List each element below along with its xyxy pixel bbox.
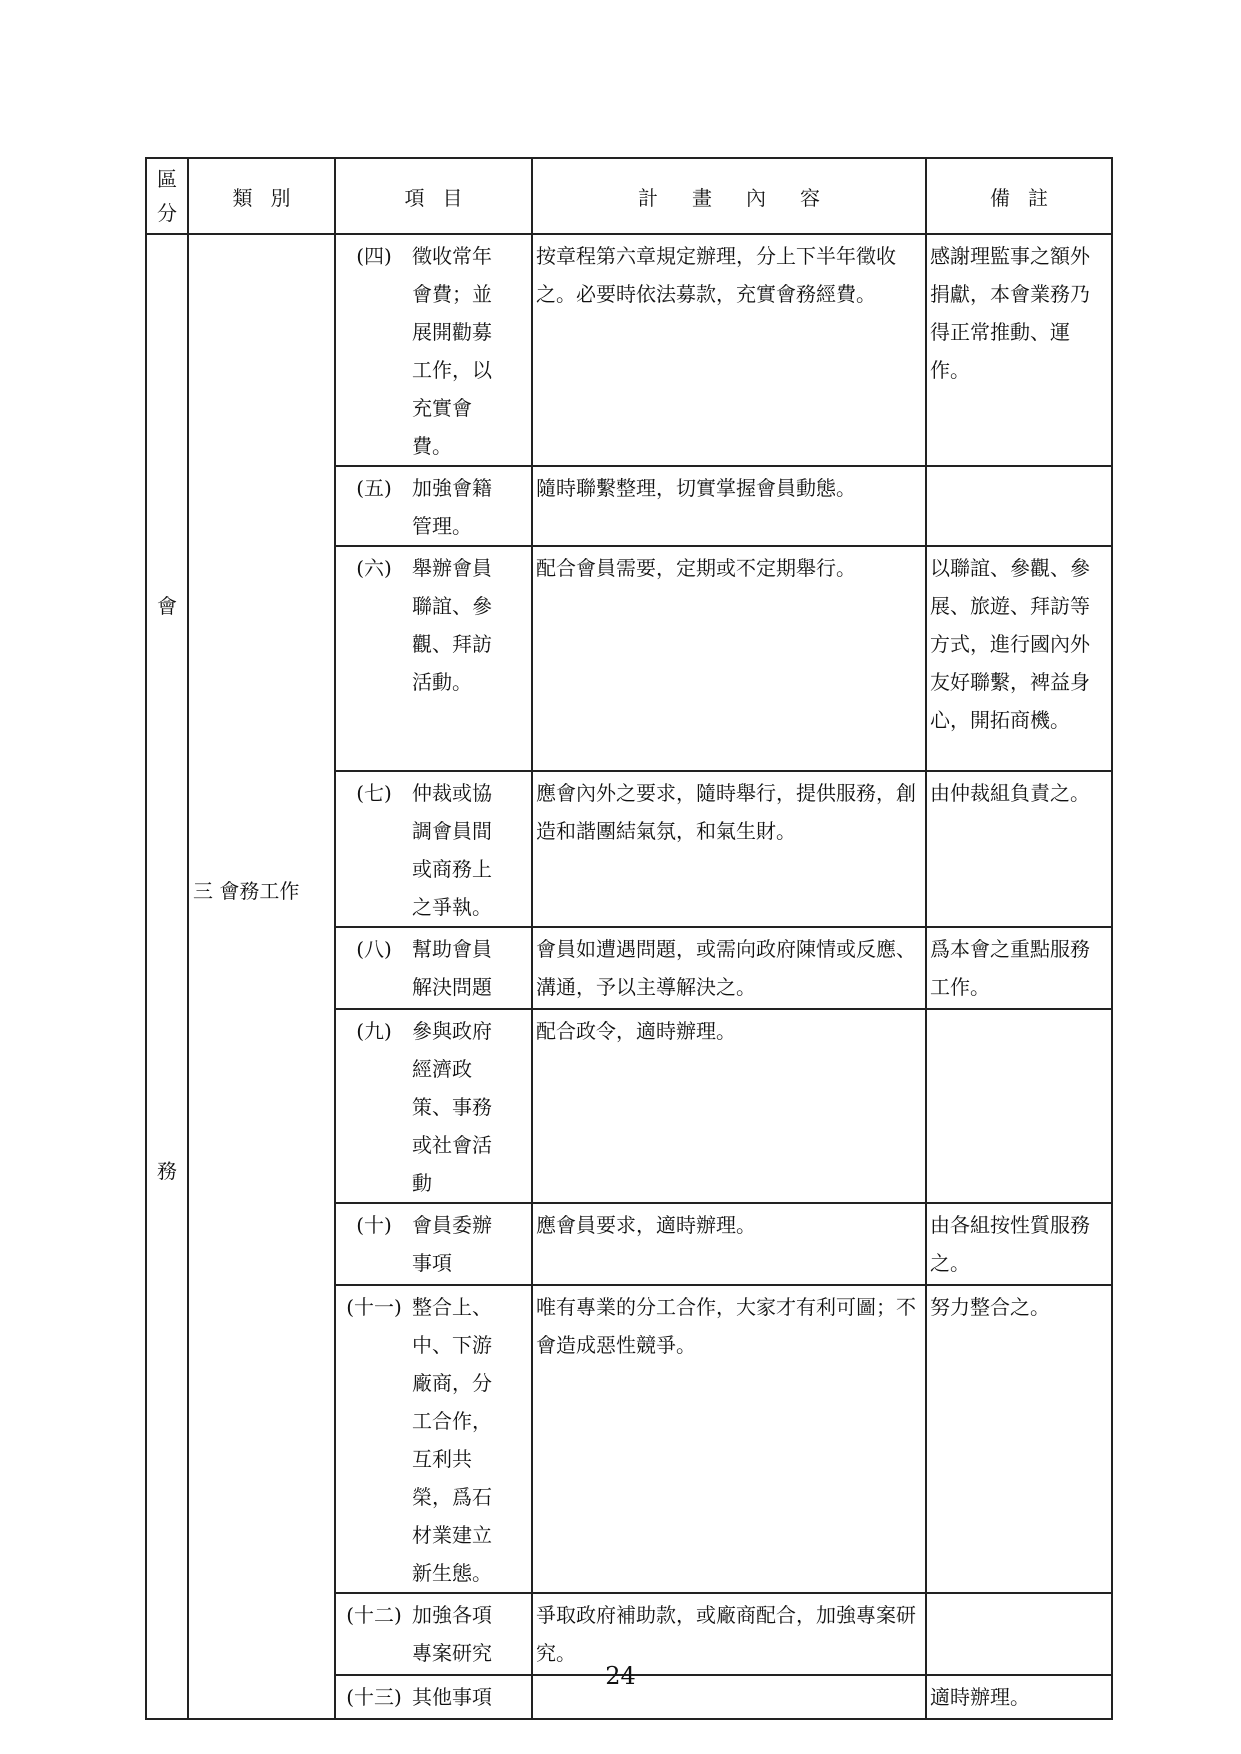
item-cell	[335, 234, 532, 466]
item-text: 其他事項	[412, 1685, 492, 1709]
item-number: (九)	[356, 1019, 392, 1043]
plan-table	[145, 157, 1113, 1720]
note-cell	[926, 546, 1112, 771]
note-text	[927, 1594, 1111, 1598]
header-plan: 計畫內容	[532, 158, 926, 234]
item-text: 仲裁或協調會員間或商務上之爭執。	[412, 781, 492, 919]
item-cell	[335, 546, 532, 771]
item-cell	[335, 771, 532, 927]
item-text: 幫助會員解決問題	[412, 937, 492, 999]
note-text: 努力整合之。	[930, 1295, 1050, 1319]
item-cell	[335, 1009, 532, 1203]
plan-cell	[532, 234, 926, 466]
plan-text: 爭取政府補助款，或廠商配合，加強專案研究。	[536, 1603, 916, 1665]
note-text	[927, 467, 1111, 471]
item-cell	[335, 927, 532, 1009]
note-cell	[926, 771, 1112, 927]
plan-text: 唯有專業的分工合作，大家才有利可圖；不會造成惡性競爭。	[536, 1295, 916, 1357]
plan-text: 配合政令，適時辦理。	[536, 1019, 736, 1043]
header-category: 類別	[188, 158, 335, 234]
note-cell	[926, 1009, 1112, 1203]
item-number: (十三)	[346, 1685, 402, 1709]
item-cell	[335, 466, 532, 546]
plan-cell	[532, 1203, 926, 1285]
plan-text: 會員如遭遇問題，或需向政府陳情或反應、溝通，予以主導解決之。	[536, 937, 916, 999]
note-text	[927, 1010, 1111, 1014]
region-char-1: 會	[157, 594, 177, 618]
header-region-bottom: 分	[157, 201, 177, 225]
plan-text: 應會員要求，適時辦理。	[536, 1213, 756, 1237]
item-cell	[335, 1203, 532, 1285]
item-text: 舉辦會員聯誼、參觀、拜訪活動。	[412, 556, 492, 694]
item-text: 整合上、中、下游廠商，分工合作，互利共榮，爲石材業建立新生態。	[412, 1295, 492, 1585]
plan-cell	[532, 771, 926, 927]
item-number: (十)	[356, 1213, 392, 1237]
plan-text: 按章程第六章規定辦理，分上下半年徵收之。必要時依法募款，充實會務經費。	[536, 244, 896, 306]
category-label: 三 會務工作	[193, 879, 300, 903]
note-cell	[926, 234, 1112, 466]
plan-cell	[532, 1009, 926, 1203]
item-number: (六)	[356, 556, 392, 580]
note-text: 感謝理監事之額外捐獻，本會業務乃得正常推動、運作。	[930, 244, 1090, 382]
note-cell	[926, 927, 1112, 1009]
item-cell	[335, 1285, 532, 1593]
item-text: 徵收常年會費；並展開勸募工作，以充實會費。	[412, 244, 492, 458]
note-cell	[926, 1203, 1112, 1285]
item-number: (四)	[356, 244, 392, 268]
item-text: 加強各項專案研究	[412, 1603, 492, 1665]
header-region-top: 區	[157, 167, 177, 191]
item-number: (五)	[356, 476, 392, 500]
note-cell	[926, 1285, 1112, 1593]
note-text: 爲本會之重點服務工作。	[930, 937, 1090, 999]
item-text: 會員委辦事項	[412, 1213, 492, 1275]
note-cell	[926, 466, 1112, 546]
plan-text: 應會內外之要求，隨時舉行，提供服務，創造和諧團結氣氛，和氣生財。	[536, 781, 916, 843]
note-text: 以聯誼、參觀、參展、旅遊、拜訪等方式，進行國內外友好聯繫，裨益身心，開拓商機。	[930, 556, 1090, 732]
plan-cell	[532, 466, 926, 546]
page-number: 24	[605, 1662, 636, 1690]
note-text: 由各組按性質服務之。	[930, 1213, 1090, 1275]
item-text: 參與政府經濟政策、事務或社會活動	[412, 1019, 492, 1195]
item-text: 加強會籍管理。	[412, 476, 492, 538]
header-region	[146, 158, 188, 234]
plan-text: 隨時聯繫整理，切實掌握會員動態。	[536, 476, 856, 500]
header-item: 項目	[335, 158, 532, 234]
note-text: 適時辦理。	[930, 1685, 1030, 1709]
region-char-2: 務	[157, 1159, 177, 1183]
plan-cell	[532, 1285, 926, 1593]
plan-cell	[532, 927, 926, 1009]
header-row	[146, 158, 1112, 234]
table-row	[146, 234, 1112, 466]
plan-text: 配合會員需要，定期或不定期舉行。	[536, 556, 856, 580]
item-number: (八)	[356, 937, 392, 961]
item-number: (十二)	[346, 1603, 402, 1627]
category-cell	[188, 234, 335, 1719]
item-number: (七)	[356, 781, 392, 805]
region-cell	[146, 234, 188, 1719]
note-text: 由仲裁組負責之。	[930, 781, 1090, 805]
item-number: (十一)	[346, 1295, 402, 1319]
header-note: 備註	[926, 158, 1112, 234]
plan-cell	[532, 546, 926, 771]
